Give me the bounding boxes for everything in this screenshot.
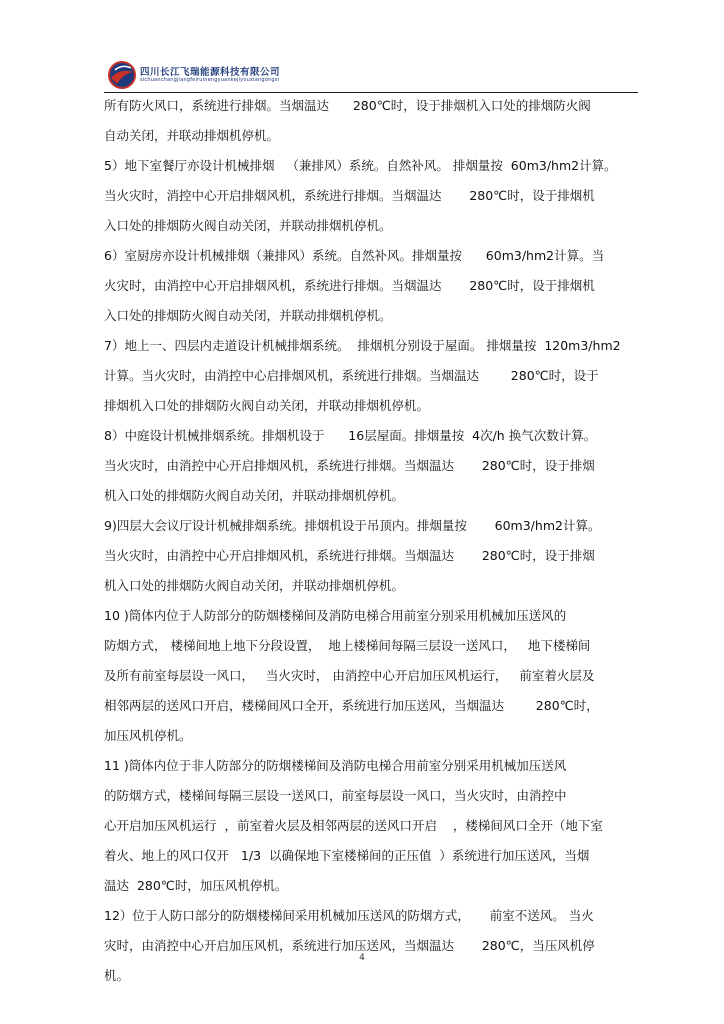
company-pinyin: sichuanchangjiangfeiruinengyuankejiyouxiangongsi <box>140 77 280 83</box>
text-line: 相邻两层的送风口开启，楼梯间风口全开，系统进行加压送风，当烟温达 280℃时， <box>104 698 599 713</box>
paragraph-5 <box>104 421 644 511</box>
text-line: 机入口处的排烟防火阀自动关闭，并联动排烟机停机。 <box>104 488 405 503</box>
text-line: 温达 280℃时，加压风机停机。 <box>104 878 288 893</box>
text-line: 及所有前室每层设一风口， 当火灾时， 由消控中心开启加压风机运行， 前室着火层及 <box>104 668 595 683</box>
text-line: 所有防火风口，系统进行排烟。当烟温达 280℃时，设于排烟机入口处的排烟防火阀 <box>104 98 591 113</box>
text-line: 灾时，由消控中心开启加压风机，系统进行加压送风，当烟温达 280℃，当压风机停 <box>104 938 595 953</box>
document-body <box>104 91 644 991</box>
text-line: 7）地上一、四层内走道设计机械排烟系统。 排烟机分别设于屋面。 排烟量按 120m3/hm2 <box>104 338 621 353</box>
paragraph-6 <box>104 511 644 601</box>
paragraph-9 <box>104 901 644 991</box>
page-number: 4 <box>359 953 365 963</box>
text-line: 当火灾时，由消控中心开启排烟风机，系统进行排烟。当烟温达 280℃时，设于排烟 <box>104 458 595 473</box>
text-line: 5）地下室餐厅亦设计机械排烟 （兼排风）系统。自然补风。 排烟量按 60m3/hm2计算。 <box>104 158 617 173</box>
text-line: 防烟方式， 楼梯间地上地下分段设置， 地上楼梯间每隔三层设一送风口， 地下楼梯间 <box>104 638 591 653</box>
text-line: 排烟机入口处的排烟防火阀自动关闭，并联动排烟机停机。 <box>104 398 430 413</box>
text-line: 心开启加压风机运行 ，前室着火层及相邻两层的送风口开启 ，楼梯间风口全开（地下室 <box>104 818 603 833</box>
paragraph-8 <box>104 751 644 901</box>
text-line: 入口处的排烟防火阀自动关闭，并联动排烟机停机。 <box>104 218 392 233</box>
text-line: 10 )筒体内位于人防部分的防烟楼梯间及消防电梯合用前室分别采用机械加压送风的 <box>104 608 567 623</box>
paragraph-2 <box>104 151 644 241</box>
text-line: 入口处的排烟防火阀自动关闭，并联动排烟机停机。 <box>104 308 392 323</box>
text-line: 12）位于人防口部分的防烟楼梯间采用机械加压送风的防烟方式， 前室不送风。 当火 <box>104 908 594 923</box>
text-line: 着火、地上的风口仅开 1/3 以确保地下室楼梯间的正压值 ）系统进行加压送风，当烟 <box>104 848 590 863</box>
text-line: 当火灾时，由消控中心开启排烟风机，系统进行排烟。当烟温达 280℃时，设于排烟 <box>104 548 595 563</box>
paragraph-7 <box>104 601 644 751</box>
text-line: 自动关闭，并联动排烟机停机。 <box>104 128 280 143</box>
text-line: 11 )筒体内位于非人防部分的防烟楼梯间及消防电梯合用前室分别采用机械加压送风 <box>104 758 567 773</box>
text-line: 9)四层大会议厅设计机械排烟系统。排烟机设于吊顶内。排烟量按 60m3/hm2计算。 <box>104 518 601 533</box>
company-name: 四川长江飞瑞能源科技有限公司 <box>140 67 281 78</box>
text-line: 机入口处的排烟防火阀自动关闭，并联动排烟机停机。 <box>104 578 405 593</box>
text-line: 8）中庭设计机械排烟系统。排烟机设于 16层屋面。排烟量按 4次/h 换气次数计算。 <box>104 428 597 443</box>
text-line: 计算。当火灾时，由消控中心启排烟风机，系统进行排烟。当烟温达 280℃时，设于 <box>104 368 599 383</box>
paragraph-3 <box>104 241 644 331</box>
text-line: 火灾时，由消控中心开启排烟风机，系统进行排烟。当烟温达 280℃时，设于排烟机 <box>104 278 595 293</box>
text-line: 加压风机停机。 <box>104 728 192 743</box>
paragraph-1 <box>104 91 644 151</box>
paragraph-4 <box>104 331 644 421</box>
text-line: 当火灾时，消控中心开启排烟风机，系统进行排烟。当烟温达 280℃时，设于排烟机 <box>104 188 595 203</box>
company-logo-icon <box>107 60 137 90</box>
text-line: 的防烟方式，楼梯间每隔三层设一送风口，前室每层设一风口，当火灾时，由消控中 <box>104 788 567 803</box>
text-line: 6）室厨房亦设计机械排烟（兼排风）系统。自然补风。排烟量按 60m3/hm2计算。当 <box>104 248 605 263</box>
text-line: 机。 <box>104 968 130 983</box>
page-header <box>104 58 638 93</box>
